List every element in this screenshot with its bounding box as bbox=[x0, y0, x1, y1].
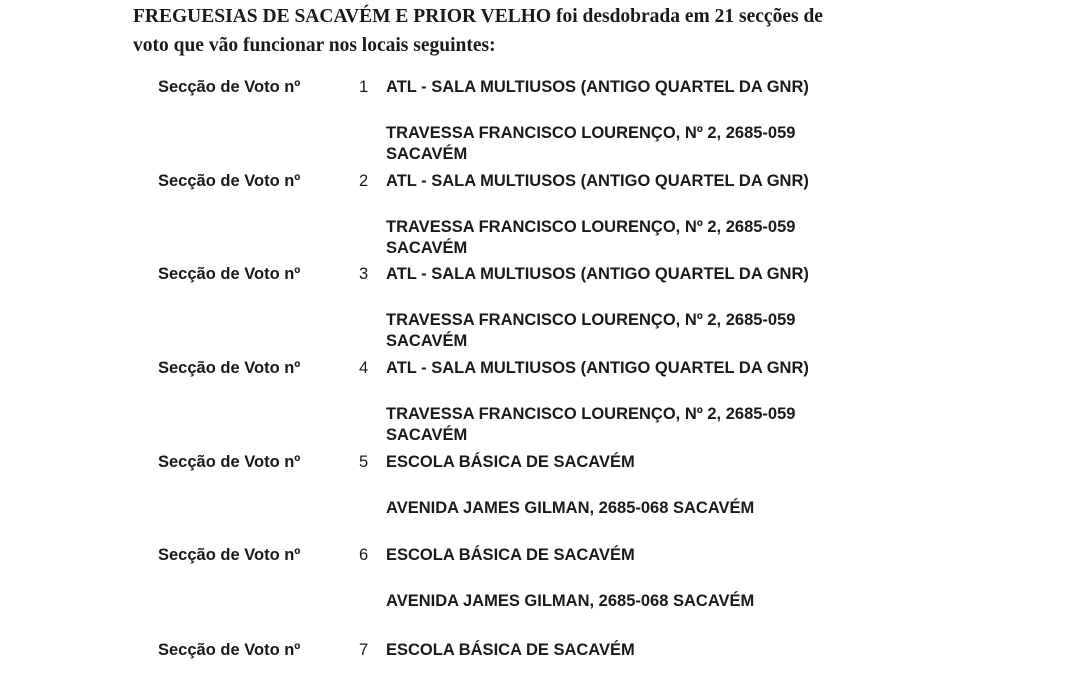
section-address: TRAVESSA FRANCISCO LOURENÇO, Nº 2, 2685-059 SACAVÉM bbox=[386, 405, 796, 444]
section-label: Secção de Voto nº bbox=[158, 172, 301, 190]
section-venue: ATL - SALA MULTIUSOS (ANTIGO QUARTEL DA GNR) bbox=[386, 265, 809, 283]
section-number: 6 bbox=[359, 546, 369, 564]
section-label: Secção de Voto nº bbox=[158, 265, 301, 283]
section-venue: ESCOLA BÁSICA DE SACAVÉM bbox=[386, 641, 635, 659]
section-number: 2 bbox=[359, 172, 369, 190]
section-address: AVENIDA JAMES GILMAN, 2685-068 SACAVÉM bbox=[386, 592, 755, 610]
section-venue: ATL - SALA MULTIUSOS (ANTIGO QUARTEL DA GNR) bbox=[386, 78, 809, 96]
section-number: 7 bbox=[359, 641, 369, 659]
section-address: AVENIDA JAMES GILMAN, 2685-068 SACAVÉM bbox=[386, 499, 755, 517]
section-label: Secção de Voto nº bbox=[158, 78, 301, 96]
section-venue: ATL - SALA MULTIUSOS (ANTIGO QUARTEL DA GNR) bbox=[386, 172, 809, 190]
section-venue: ESCOLA BÁSICA DE SACAVÉM bbox=[386, 453, 635, 471]
section-venue: ESCOLA BÁSICA DE SACAVÉM bbox=[386, 546, 635, 564]
intro-line-2: voto que vão funcionar nos locais seguintes: bbox=[133, 35, 496, 56]
section-number: 5 bbox=[359, 453, 369, 471]
section-venue: ATL - SALA MULTIUSOS (ANTIGO QUARTEL DA GNR) bbox=[386, 359, 809, 377]
section-label: Secção de Voto nº bbox=[158, 546, 301, 564]
section-address: TRAVESSA FRANCISCO LOURENÇO, Nº 2, 2685-059 SACAVÉM bbox=[386, 311, 796, 350]
intro-line-1: FREGUESIAS DE SACAVÉM E PRIOR VELHO foi desdobrada em 21 secções de bbox=[133, 6, 823, 27]
section-number: 4 bbox=[359, 359, 369, 377]
section-number: 3 bbox=[359, 265, 369, 283]
section-number: 1 bbox=[359, 78, 369, 96]
section-address: TRAVESSA FRANCISCO LOURENÇO, Nº 2, 2685-059 SACAVÉM bbox=[386, 124, 796, 163]
section-address: TRAVESSA FRANCISCO LOURENÇO, Nº 2, 2685-059 SACAVÉM bbox=[386, 218, 796, 257]
section-label: Secção de Voto nº bbox=[158, 359, 301, 377]
section-label: Secção de Voto nº bbox=[158, 453, 301, 471]
section-label: Secção de Voto nº bbox=[158, 641, 301, 659]
